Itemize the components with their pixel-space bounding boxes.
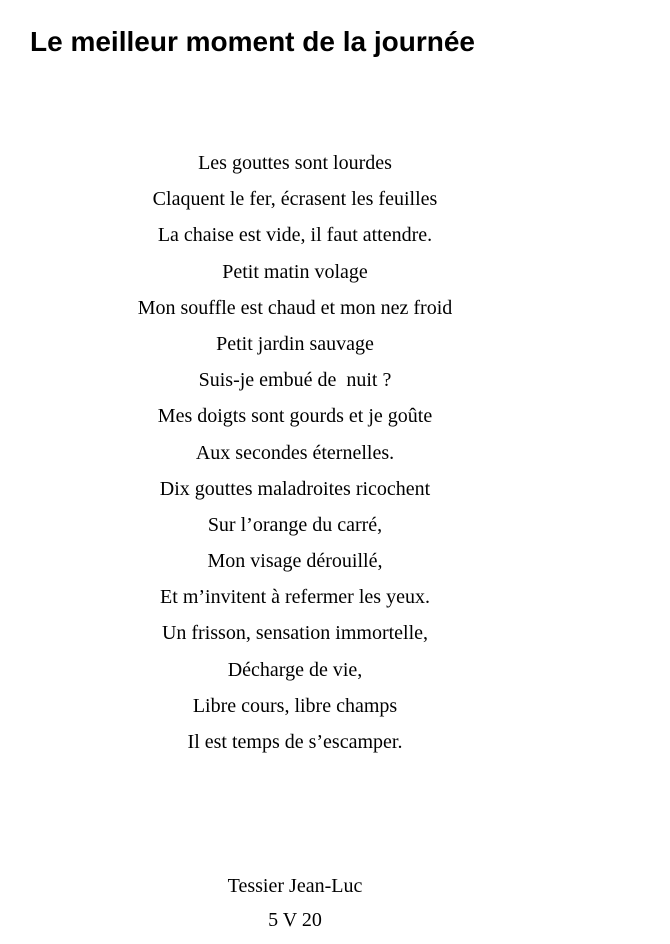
poem-line: Dix gouttes maladroites ricochent <box>159 477 431 500</box>
author-name: Tessier Jean-Luc <box>227 875 363 897</box>
page-title: Le meilleur moment de la journée <box>30 26 476 57</box>
signature-block <box>0 869 590 937</box>
poem-line: Suis-je embué de nuit ? <box>198 369 392 392</box>
poem-line: Petit jardin sauvage <box>216 332 374 355</box>
poem-line: Les gouttes sont lourdes <box>198 152 392 174</box>
poem-body <box>0 145 590 760</box>
date-text: 5 V 20 <box>268 909 322 931</box>
poem-line: Petit matin volage <box>222 260 368 283</box>
poem-line: Un frisson, sensation immortelle, <box>161 622 429 645</box>
poem-line: Mes doigts sont gourds et je goûte <box>157 405 433 428</box>
poem-line: La chaise est vide, il faut attendre. <box>157 224 433 247</box>
poem-line: Mon souffle est chaud et mon nez froid <box>137 296 453 319</box>
poem-line: Et m’invitent à refermer les yeux. <box>160 586 430 609</box>
poem-line: Il est temps de s’escamper. <box>187 731 403 753</box>
poem-line: Mon visage dérouillé, <box>207 550 383 573</box>
poem-line: Libre cours, libre champs <box>192 694 398 717</box>
poem-line: Décharge de vie, <box>227 658 363 681</box>
poem-line: Aux secondes éternelles. <box>195 441 395 464</box>
poem-line: Claquent le fer, écrasent les feuilles <box>152 188 438 211</box>
poem-line: Sur l’orange du carré, <box>207 513 383 536</box>
